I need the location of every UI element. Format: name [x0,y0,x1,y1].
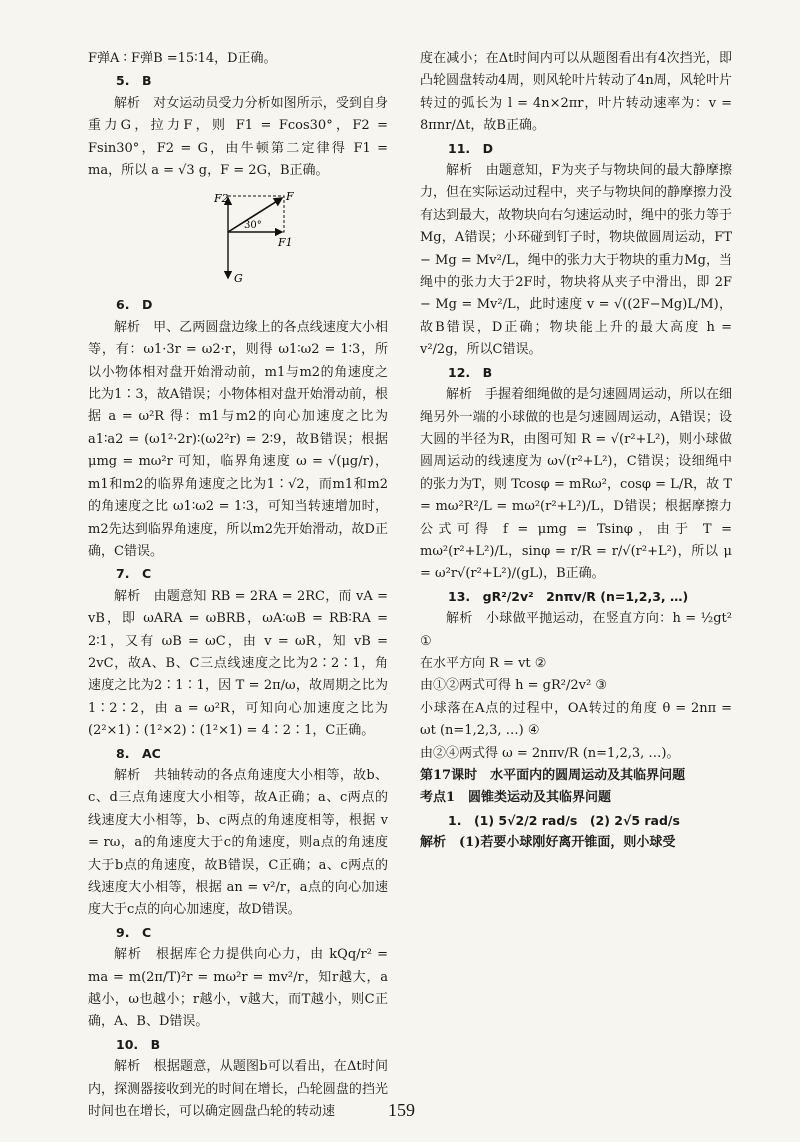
label-f2: F2 [214,192,229,206]
answer-line: 6. D [116,297,153,313]
paragraph: 由①②两式可得 h = gR²/2v² ③ [420,678,607,694]
paragraph: 解析 小球做平抛运动，在竖直方向：h = ½gt² ① [420,611,732,649]
label-f1: F1 [278,236,293,250]
answer-line: 8. AC [116,745,161,761]
section-heading: 考点1 圆锥类运动及其临界问题 [420,790,612,806]
paragraph: 解析 手握着细绳做的是匀速圆周运动，所以在细绳另外一端的小球做的也是匀速圆周运动，A错误；设大圆的半径为R，由图可知 R = √(r²+L²)，则小球做圆周运动的线速度为 ω√(r²+L²)，C错误；设细绳中的张力为T，则 Tcosφ = mRω²，cosφ = L/R，故 T = mω²R²/L = mω²(r²+L²)/L，D错误；根据摩擦力公式可得 f = μmg = Tsinφ，由于 T = mω²(r²+L²)/L，sinφ = r/R = r/√(r²+L²)，所以 μ = ω²r√(r²+L²)/(gL)，B正确。 [420,387,733,582]
section-heading: 第17课时 水平面内的圆周运动及其临界问题 [420,768,686,783]
paragraph: 在水平方向 R = vt ② [420,655,547,671]
answer-line: 10. B [116,1036,161,1052]
answer-line: 9. C [116,924,152,940]
answer-line: 7. C [116,566,152,582]
left-column [88,48,388,1123]
paragraph: 解析 共轴转动的各点角速度大小相等，故b、c、d三点角速度大小相等，故A正确；a、c两点的线速度大小相等，b、c两点的角速度相等，根据 v = rω，a的角速度大于c的角速度，则a点的角速度大于b点的角速度，故B错误，C正确；a、c两点的线速度大小相等，根据 an = v²/r，a点的向心加速度大于c点的向心加速度，故D错误。 [88,767,388,918]
paragraph: 解析 (1)若要小球刚好离开锥面，则小球受 [420,835,676,851]
label-g: G [234,272,243,286]
paragraph: 解析 由题意知 RB = 2RA = 2RC，而 vA = vB，即 ωARA = ωBRB，ωA∶ωB = RB∶RA = 2∶1，又有 ωB = ωC，由 v = ωR，知 vB = 2vC，故A、B、C三点线速度之比为2∶2∶1，角速度之比为2∶1∶1，因 T = 2π/ω，故周期之比为1∶2∶2，由 a = ω²R，可知向心加速度之比为(2²×1)∶(1²×2)∶(1²×1) = 4∶2∶1，C正确。 [88,588,388,739]
answer-line: 1. (1) 5√2/2 rad/s (2) 2√5 rad/s [448,812,680,828]
answer-line: 12. B [448,364,493,380]
paragraph: 解析 根据题意，从题图b可以看出，在Δt时间内，探测器接收到光的时间在增长，凸轮圆盘的挡光时间也在增长，可以确定圆盘凸轮的转动速 [88,1059,388,1120]
label-angle: 30° [244,220,262,232]
answer-line: 11. D [448,140,494,156]
paragraph: 解析 对女运动员受力分析如图所示，受到自身重力G，拉力F，则 F1 = Fcos30°，F2 = Fsin30°，F2 = G，由牛顿第二定律得 F1 = ma，所以 a = √3 g，F = 2G，B正确。 [88,95,388,179]
force-diagram [208,188,318,288]
page-number: 159 [388,1100,415,1120]
label-f: F [286,190,294,204]
paragraph: F弹A ∶ F弹B =15∶14，D正确。 [88,51,277,66]
answer-line: 13. gR²/2v² 2nπv/R (n=1,2,3, …) [448,588,689,604]
answer-line: 5. B [116,73,152,89]
paragraph: 解析 由题意知，F为夹子与物块间的最大静摩擦力，但在实际运动过程中，夹子与物块间的静摩擦力没有达到最大，故物块向右匀速运动时，绳中的张力等于Mg，A错误；小环碰到钉子时，物块做圆周运动，FT − Mg = Mv²/L，绳中的张力大于物块的重力Mg，当绳中的张力大于2F时，物块将从夹子中滑出，即 2F − Mg = Mv²/L，此时速度 v = √((2F−Mg)L/M)，故B错误，D正确；物块能上升的最大高度 h = v²/2g，所以C错误。 [420,163,733,358]
right-column [420,48,732,855]
paragraph: 解析 根据库仑力提供向心力，由 kQq/r² = ma = m(2π/T)²r = mω²r = mv²/r，知r越大，a越小，ω也越小；r越小，v越大，而T越小，则C正确，A、B、D错误。 [88,947,388,1030]
paragraph: 小球落在A点的过程中，OA转过的角度 θ = 2nπ = ωt (n=1,2,3, …) ④ [420,700,732,739]
paragraph: 由②④两式得 ω = 2nπv/R (n=1,2,3, …)。 [420,745,680,761]
paragraph: 度在减小；在Δt时间内可以从题图看出有4次挡光，即凸轮圆盘转动4周，则风轮叶片转动了4n周，风轮叶片转过的弧长为 l = 4n×2πr，叶片转动速率为：v = 8πnr/Δt，故B正确。 [420,51,732,134]
paragraph: 解析 甲、乙两圆盘边缘上的各点线速度大小相等，有：ω1·3r = ω2·r，则得 ω1∶ω2 = 1∶3，所以小物体相对盘开始滑动前，m1与m2的角速度之比为1∶3，故A错误；小物体相对盘开始滑动前，根据 a = ω²R 得：m1与m2的向心加速度之比为 a1∶a2 = (ω1²·2r)∶(ω2²r) = 2∶9，故B错误；根据 μmg = mω²r 可知，临界角速度 ω = √(μg/r)，m1和m2的临界角速度之比为1∶√2，而m1和m2的角速度之比 ω1∶ω2 = 1∶3，可知当转速增加时，m2先达到临界角速度，所以m2先开始滑动，故D正确，C错误。 [88,319,388,559]
